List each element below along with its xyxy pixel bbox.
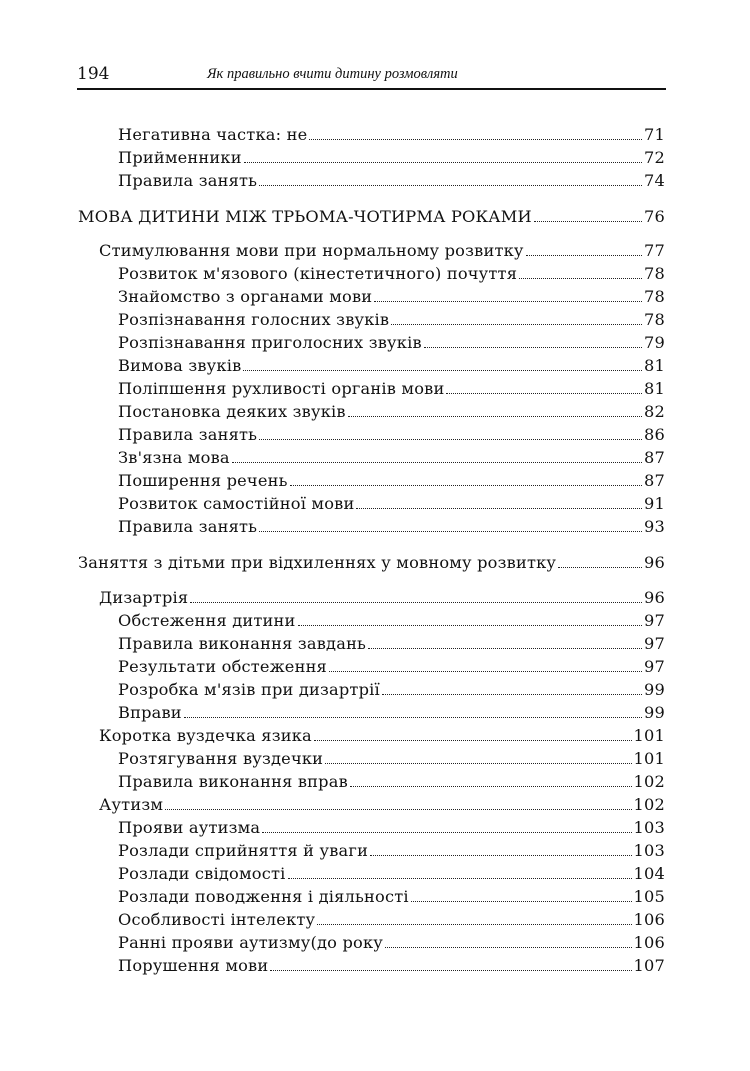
dot-leader (243, 355, 642, 371)
dot-leader (374, 286, 642, 302)
toc-entry-title: Розлади поводження і діяльності (118, 887, 409, 906)
toc-entry-title: Розтягування вуздечки (118, 749, 324, 768)
dot-leader (262, 817, 631, 833)
toc-entry-title: Вимова звуків (118, 356, 242, 375)
toc-entry-page: 78 (644, 287, 665, 306)
dot-leader (382, 679, 642, 695)
toc-entry[interactable] (118, 863, 665, 885)
dot-leader (368, 633, 642, 649)
toc-entry-page: 101 (633, 749, 665, 768)
toc-entry-title: Розвиток м'язового (кінестетичного) почуття (118, 264, 518, 283)
toc-entry[interactable] (118, 286, 665, 308)
toc-entry-title: Розробка м'язів при дизартрії (118, 680, 380, 699)
toc-entry-page: 77 (644, 241, 665, 260)
toc-entry-page: 102 (633, 795, 665, 814)
dot-leader (259, 424, 642, 440)
toc-entry-title: Поширення речень (118, 471, 288, 490)
toc-entry[interactable] (118, 516, 665, 538)
toc-entry-title: Правила занять (118, 425, 258, 444)
dot-leader (411, 886, 632, 902)
toc-entry-title: Прийменники (118, 148, 242, 167)
dot-leader (391, 309, 642, 325)
dot-leader (165, 794, 631, 810)
toc-entry-page: 74 (644, 171, 665, 190)
dot-leader (385, 932, 632, 948)
toc-entry-title: Прояви аутизма (118, 818, 261, 837)
toc-entry[interactable] (118, 147, 665, 169)
toc-entry-title: Стимулювання мови при нормальному розвитку (99, 241, 524, 260)
toc-entry-title: Аутизм (99, 795, 164, 814)
toc-entry-page: 103 (633, 841, 665, 860)
toc-entry-page: 93 (644, 517, 665, 536)
dot-leader (348, 401, 642, 417)
toc-entry[interactable] (118, 840, 665, 862)
toc-entry-title: Знайомство з органами мови (118, 287, 373, 306)
dot-leader (290, 470, 642, 486)
toc-entry[interactable] (118, 124, 665, 146)
toc-entry-page: 106 (633, 910, 665, 929)
running-title: Як правильно вчити дитину розмовляти (207, 66, 458, 82)
toc-entry-title: МОВА ДИТИНИ МІЖ ТРЬОМА-ЧОТИРМА РОКАМИ (78, 207, 532, 226)
toc-entry-page: 105 (633, 887, 665, 906)
toc-entry-page: 107 (633, 956, 665, 975)
toc-entry[interactable] (99, 240, 665, 262)
dot-leader (446, 378, 642, 394)
toc-entry-title: Дизартрія (99, 588, 189, 607)
toc-entry[interactable] (118, 332, 665, 354)
toc-entry-page: 78 (644, 310, 665, 329)
dot-leader (558, 552, 642, 568)
toc-entry-title: Поліпшення рухливості органів мови (118, 379, 445, 398)
toc-entry[interactable] (118, 493, 665, 515)
dot-leader (190, 587, 642, 603)
toc-entry-title: Обстеження дитини (118, 611, 296, 630)
dot-leader (270, 955, 631, 971)
toc-entry-page: 72 (644, 148, 665, 167)
dot-leader (259, 516, 642, 532)
dot-leader (329, 656, 642, 672)
page-number: 194 (77, 64, 110, 84)
dot-leader (350, 771, 632, 787)
dot-leader (314, 725, 632, 741)
toc-entry-page: 97 (644, 634, 665, 653)
toc-entry-page: 106 (633, 933, 665, 952)
dot-leader (232, 447, 642, 463)
dot-leader (288, 863, 632, 879)
dot-leader (424, 332, 642, 348)
toc-entry[interactable] (118, 355, 665, 377)
toc-entry-title: Особливості інтелекту (118, 910, 316, 929)
toc-entry[interactable] (118, 610, 665, 632)
toc-entry[interactable] (118, 909, 665, 931)
toc-entry-title: Розпізнавання голосних звуків (118, 310, 390, 329)
dot-leader (317, 909, 631, 925)
toc-entry-title: Правила занять (118, 171, 258, 190)
toc-entry[interactable] (118, 886, 665, 908)
toc-entry-title: Розлади сприйняття й уваги (118, 841, 369, 860)
toc-entry-page: 81 (644, 379, 665, 398)
toc-entry[interactable] (118, 170, 665, 192)
toc-entry-title: Розлади свідомості (118, 864, 286, 883)
dot-leader (298, 610, 642, 626)
toc-entry[interactable] (118, 633, 665, 655)
toc-entry[interactable] (118, 679, 665, 701)
dot-leader (309, 124, 642, 140)
toc-entry[interactable] (118, 401, 665, 423)
toc-entry-page: 101 (633, 726, 665, 745)
toc-entry-page: 96 (644, 553, 665, 572)
toc-entry-title: Розпізнавання приголосних звуків (118, 333, 422, 352)
toc-entry[interactable] (118, 955, 665, 977)
toc-entry-page: 102 (633, 772, 665, 791)
toc-entry-page: 79 (644, 333, 665, 352)
toc-entry-page: 97 (644, 657, 665, 676)
toc-entry-title: Постановка деяких звуків (118, 402, 346, 421)
toc-entry-title: Негативна частка: не (118, 125, 308, 144)
toc-entry[interactable] (99, 794, 665, 816)
toc-entry-title: Ранні прояви аутизму(до року (118, 933, 383, 952)
toc-entry-page: 87 (644, 448, 665, 467)
toc-entry[interactable] (118, 748, 665, 770)
dot-leader (526, 240, 642, 256)
dot-leader (184, 702, 642, 718)
dot-leader (244, 147, 642, 163)
toc-entry[interactable] (118, 771, 665, 793)
page-header (77, 62, 666, 90)
toc-entry-title: Зв'язна мова (118, 448, 230, 467)
toc-entry-page: 99 (644, 680, 665, 699)
toc-entry[interactable] (118, 309, 665, 331)
toc-entry-page: 82 (644, 402, 665, 421)
toc-entry-title: Результати обстеження (118, 657, 327, 676)
toc-entry-page: 86 (644, 425, 665, 444)
toc-entry-page: 103 (633, 818, 665, 837)
toc-entry[interactable] (118, 656, 665, 678)
toc-entry-title: Заняття з дітьми при відхиленнях у мовному розвитку (78, 553, 557, 572)
toc-entry-page: 87 (644, 471, 665, 490)
toc-entry[interactable] (78, 206, 665, 228)
dot-leader (370, 840, 631, 856)
toc-entry-page: 91 (644, 494, 665, 513)
toc-entry-title: Правила занять (118, 517, 258, 536)
toc-entry-page: 76 (644, 207, 665, 226)
toc-entry-page: 96 (644, 588, 665, 607)
toc-entry-page: 99 (644, 703, 665, 722)
dot-leader (259, 170, 642, 186)
toc-entry[interactable] (118, 424, 665, 446)
toc-entry-title: Правила виконання завдань (118, 634, 367, 653)
toc-entry[interactable] (118, 263, 665, 285)
dot-leader (325, 748, 631, 764)
toc-entry[interactable] (78, 552, 665, 574)
toc-entry[interactable] (99, 587, 665, 609)
dot-leader (356, 493, 642, 509)
toc-entry-title: Правила виконання вправ (118, 772, 348, 791)
toc-entry-page: 81 (644, 356, 665, 375)
toc-entry-title: Порушення мови (118, 956, 269, 975)
toc-entry-title: Коротка вуздечка язика (99, 726, 312, 745)
toc-entry[interactable] (118, 702, 665, 724)
dot-leader (519, 263, 642, 279)
toc-entry[interactable] (118, 378, 665, 400)
toc-entry[interactable] (118, 932, 665, 954)
toc-entry[interactable] (118, 817, 665, 839)
toc-entry-title: Розвиток самостійної мови (118, 494, 355, 513)
toc-entry-page: 104 (633, 864, 665, 883)
toc-entry[interactable] (118, 447, 665, 469)
toc-entry-page: 78 (644, 264, 665, 283)
toc-entry-page: 71 (644, 125, 665, 144)
dot-leader (534, 206, 642, 222)
toc-entry[interactable] (99, 725, 665, 747)
toc-entry-page: 97 (644, 611, 665, 630)
toc-entry[interactable] (118, 470, 665, 492)
toc-entry-title: Вправи (118, 703, 182, 722)
